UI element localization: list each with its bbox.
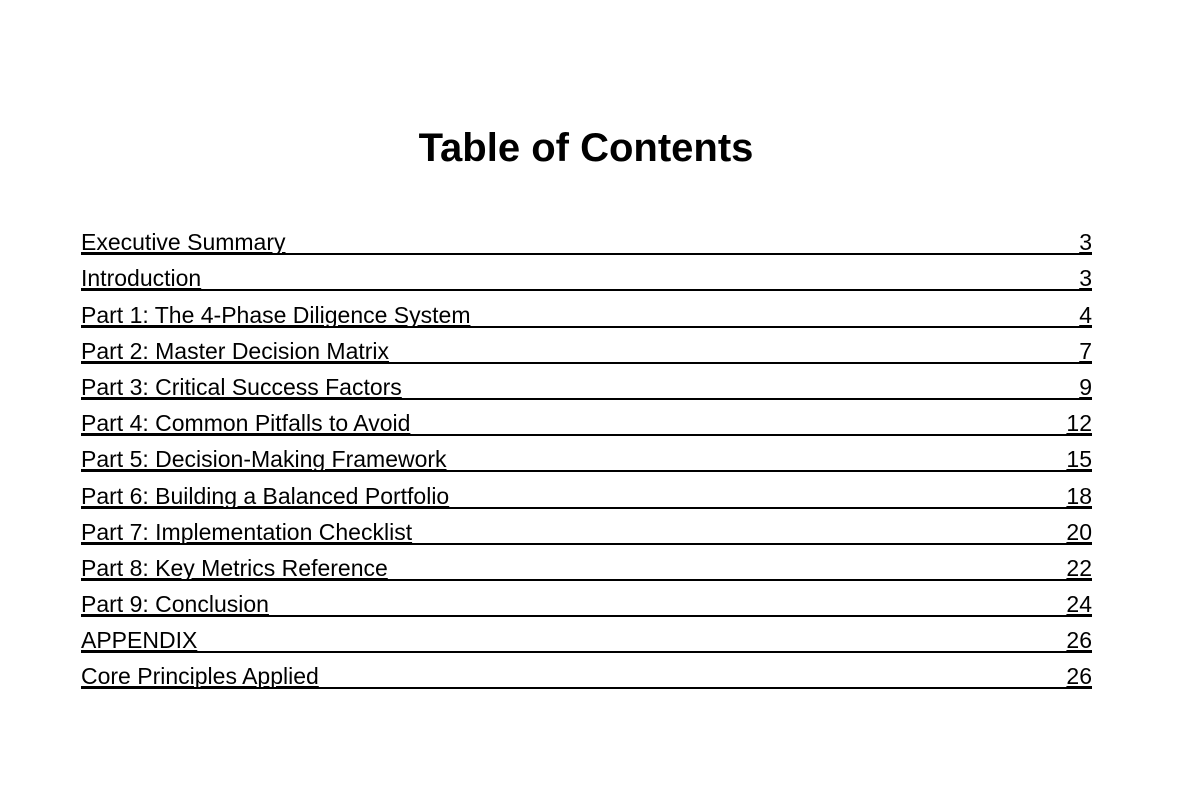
toc-entry-label[interactable]: Part 9: Conclusion: [81, 591, 269, 618]
toc-entry-part-9[interactable]: [81, 581, 1092, 617]
toc-entry-label[interactable]: Part 6: Building a Balanced Portfolio: [81, 482, 450, 509]
toc-entry-label[interactable]: Part 3: Critical Success Factors: [81, 373, 402, 400]
toc-entry-part-8[interactable]: [81, 545, 1092, 581]
toc-entry-page-number[interactable]: 22: [1066, 554, 1092, 581]
toc-entry-label[interactable]: Executive Summary: [81, 229, 286, 256]
toc-entry-page-number[interactable]: 15: [1066, 446, 1092, 473]
toc-entry-label[interactable]: Part 5: Decision-Making Framework: [81, 446, 447, 473]
toc-entry-label[interactable]: Part 7: Implementation Checklist: [81, 518, 413, 545]
toc-entry-page-number[interactable]: 12: [1066, 410, 1092, 437]
toc-list: [81, 219, 1092, 689]
toc-entry-appendix[interactable]: [81, 617, 1092, 653]
toc-entry-part-4[interactable]: [81, 400, 1092, 436]
toc-entry-label[interactable]: Part 4: Common Pitfalls to Avoid: [81, 410, 411, 437]
toc-entry-part-5[interactable]: [81, 436, 1092, 472]
toc-entry-page-number[interactable]: 26: [1066, 663, 1092, 690]
toc-entry-label[interactable]: APPENDIX: [81, 627, 198, 654]
toc-entry-part-6[interactable]: [81, 472, 1092, 508]
toc-entry-page-number[interactable]: 24: [1066, 591, 1092, 618]
toc-entry-page-number[interactable]: 18: [1066, 482, 1092, 509]
toc-entry-label[interactable]: Part 2: Master Decision Matrix: [81, 337, 390, 364]
toc-entry-label[interactable]: Core Principles Applied: [81, 663, 319, 690]
toc-entry-core-principles[interactable]: [81, 653, 1092, 689]
toc-entry-page-number[interactable]: 3: [1079, 265, 1092, 292]
toc-entry-page-number[interactable]: 3: [1079, 229, 1092, 256]
toc-entry-page-number[interactable]: 9: [1079, 373, 1092, 400]
toc-entry-introduction[interactable]: [81, 255, 1092, 291]
toc-title: Table of Contents: [418, 126, 754, 170]
toc-entry-part-3[interactable]: [81, 364, 1092, 400]
toc-entry-label[interactable]: Part 1: The 4-Phase Diligence System: [81, 301, 471, 328]
toc-entry-page-number[interactable]: 7: [1079, 337, 1092, 364]
toc-entry-label[interactable]: Part 8: Key Metrics Reference: [81, 554, 388, 581]
toc-entry-page-number[interactable]: 26: [1066, 627, 1092, 654]
toc-entry-page-number[interactable]: 20: [1066, 518, 1092, 545]
toc-entry-part-7[interactable]: [81, 509, 1092, 545]
toc-entry-part-2[interactable]: [81, 328, 1092, 364]
toc-entry-part-1[interactable]: [81, 291, 1092, 327]
toc-entry-label[interactable]: Introduction: [81, 265, 202, 292]
toc-entry-executive-summary[interactable]: [81, 219, 1092, 255]
toc-entry-page-number[interactable]: 4: [1079, 301, 1092, 328]
